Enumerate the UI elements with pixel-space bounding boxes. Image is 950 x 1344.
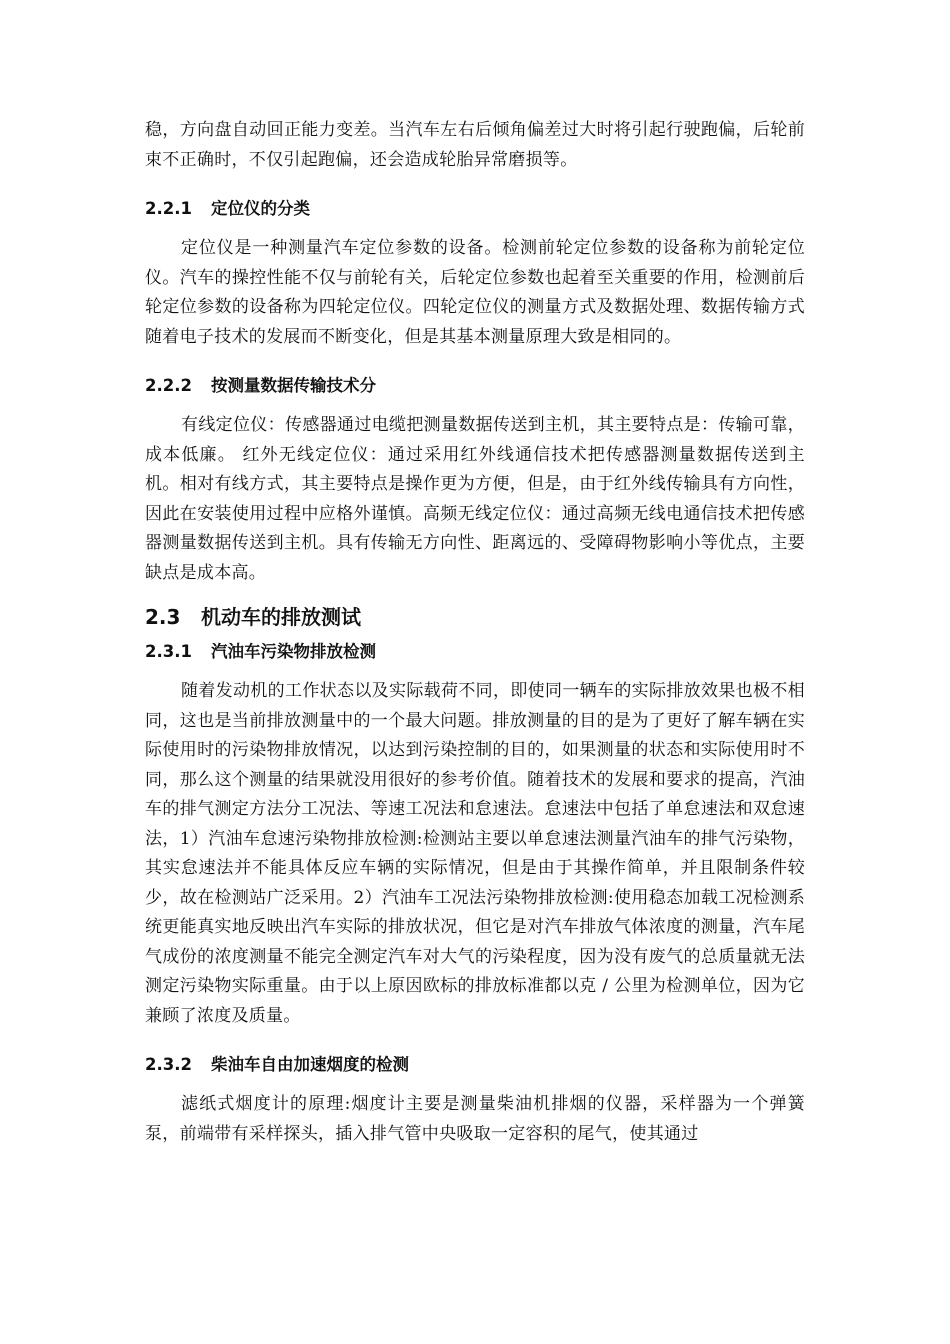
paragraph-transmission: 有线定位仪：传感器通过电缆把测量数据传送到主机，其主要特点是：传输可靠，成本低廉。 红外无线定位仪：通过采用红外线通信技术把传感器测量数据传送到主机。相对有线方式，其主要特点是操作更为方便，但是，由于红外线传输具有方向性，因此在安装使用过程中应格外谨慎。高频无线定位仪：通过高频无线电通信技术把传感器测量数据传送到主机。具有传输无方向性、距离远的、受障碍物影响小等优点，主要缺点是成本高。: [145, 415, 805, 583]
heading-title: 定位仪的分类: [211, 199, 310, 218]
paragraph-diesel-smoke: 滤纸式烟度计的原理:烟度计主要是测量柴油机排烟的仪器，采样器为一个弹簧泵，前端带有采样探头，插入排气管中央吸取一定容积的尾气，使其通过: [145, 1094, 805, 1144]
heading-2-3: [145, 602, 805, 632]
heading-title: 机动车的排放测试: [201, 605, 361, 629]
paragraph-locator-classification: 定位仪是一种测量汽车定位参数的设备。检测前轮定位参数的设备称为前轮定位仪。汽车的操控性能不仅与前轮有关，后轮定位参数也起着至关重要的作用，检测前后轮定位参数的设备称为四轮定位仪。四轮定位仪的测量方式及数据处理、数据传输方式随着电子技术的发展而不断变化，但是其基本测量原理大致是相同的。: [145, 238, 805, 347]
heading-number: 2.2.2: [145, 376, 192, 395]
heading-title: 柴油车自由加速烟度的检测: [211, 1055, 409, 1074]
heading-2-2-1: [145, 197, 805, 221]
heading-number: 2.3.1: [145, 642, 192, 661]
heading-title: 汽油车污染物排放检测: [211, 642, 376, 661]
heading-2-3-2: [145, 1053, 805, 1077]
heading-number: 2.3: [145, 605, 181, 629]
heading-number: 2.2.1: [145, 199, 192, 218]
heading-title: 按测量数据传输技术分: [211, 376, 376, 395]
heading-2-2-2: [145, 374, 805, 398]
document-page: [145, 116, 805, 1149]
paragraph-gasoline-emission: 随着发动机的工作状态以及实际载荷不同，即使同一辆车的实际排放效果也极不相同，这也是当前排放测量中的一个最大问题。排放测量的目的是为了更好了解车辆在实际使用时的污染物排放情况，以达到污染控制的目的，如果测量的状态和实际使用时不同，那么这个测量的结果就没用很好的参考价值。随着技术的发展和要求的提高，汽油车的排气测定方法分工况法、等速工况法和怠速法。怠速法中包括了单怠速法和双怠速法，1）汽油车怠速污染物排放检测:检测站主要以单怠速法测量汽油车的排气污染物，其实怠速法并不能具体反应车辆的实际情况，但是由于其操作简单，并且限制条件较少，故在检测站广泛采用。2）汽油车工况法污染物排放检测:使用稳态加载工况检测系统更能真实地反映出汽车实际的排放状况，但它是对汽车排放气体浓度的测量，汽车尾气成份的浓度测量不能完全测定汽车对大气的污染程度，因为没有废气的总质量就无法测定污染物实际重量。由于以上原因欧标的排放标准都以克 / 公里为检测单位，因为它兼顾了浓度及质量。: [145, 681, 805, 1026]
heading-number: 2.3.2: [145, 1055, 192, 1074]
paragraph-continuation: 稳，方向盘自动回正能力变差。当汽车左右后倾角偏差过大时将引起行驶跑偏，后轮前束不正确时，不仅引起跑偏，还会造成轮胎异常磨损等。: [145, 120, 805, 170]
heading-2-3-1: [145, 640, 805, 664]
